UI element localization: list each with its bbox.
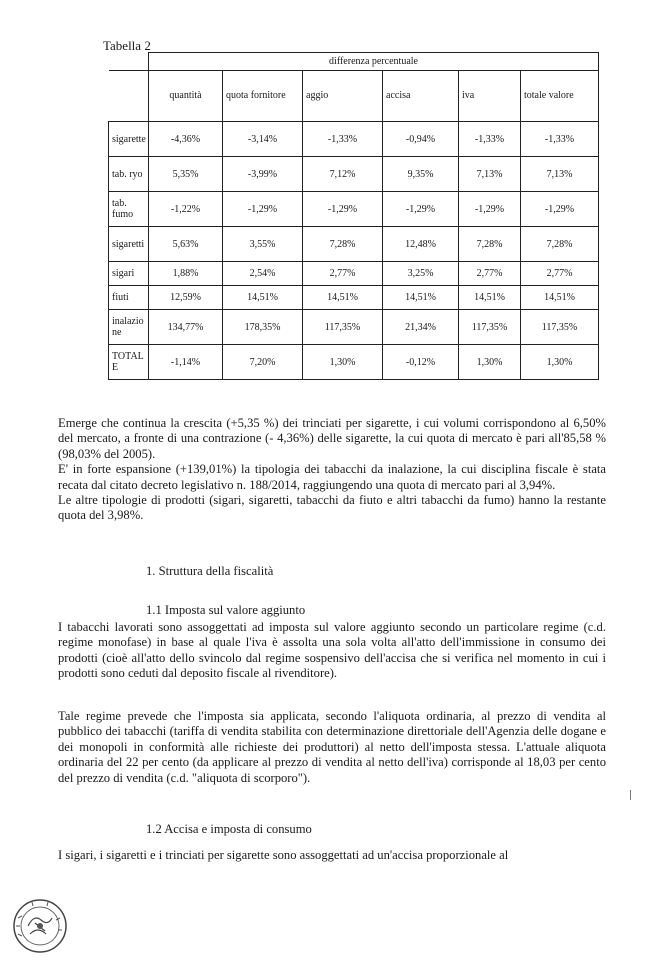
row-label: tab. ryo <box>109 157 149 192</box>
table-cell: -1,33% <box>459 122 521 157</box>
table-cell: 7,20% <box>223 345 303 380</box>
column-header: quota fornitore <box>223 71 303 122</box>
table-cell: -0,94% <box>383 122 459 157</box>
table-cell: 1,88% <box>149 262 223 286</box>
table-cell: -1,14% <box>149 345 223 380</box>
table-cell: -3,14% <box>223 122 303 157</box>
table-cell: 14,51% <box>383 286 459 310</box>
row-label: inalazione <box>109 310 149 345</box>
table-cell: 5,35% <box>149 157 223 192</box>
table-row <box>109 157 599 192</box>
table-cell: 12,48% <box>383 227 459 262</box>
table-cell: 2,54% <box>223 262 303 286</box>
table-cell: 2,77% <box>459 262 521 286</box>
column-header: aggio <box>303 71 383 122</box>
table-cell: 14,51% <box>521 286 599 310</box>
table-cell: 134,77% <box>149 310 223 345</box>
table-cell: -1,29% <box>521 192 599 227</box>
table-cell: 3,55% <box>223 227 303 262</box>
table-cell: -1,29% <box>303 192 383 227</box>
table-cell: 117,35% <box>521 310 599 345</box>
table-cell: 7,13% <box>459 157 521 192</box>
table-row <box>109 262 599 286</box>
table-cell: 1,30% <box>303 345 383 380</box>
subsection-heading: 1.2 Accisa e imposta di consumo <box>146 822 312 836</box>
table-cell: 2,77% <box>521 262 599 286</box>
table-cell: -3,99% <box>223 157 303 192</box>
column-header: iva <box>459 71 521 122</box>
table-cell: 14,51% <box>303 286 383 310</box>
row-label: fiuti <box>109 286 149 310</box>
table-cell: 1,30% <box>521 345 599 380</box>
table-cell: 21,34% <box>383 310 459 345</box>
table-cell: 14,51% <box>459 286 521 310</box>
section-heading: 1. Struttura della fiscalità <box>146 564 274 578</box>
row-label: sigari <box>109 262 149 286</box>
table-cell: 117,35% <box>303 310 383 345</box>
paragraph: E' in forte espansione (+139,01%) la tipologia dei tabacchi da inalazione, la cui disciplina fiscale è stata recata dal citato decreto legislativo n. 188/2014, raggiungendo una quota di mercato pari al 3,94%. <box>58 462 606 492</box>
subsection-heading: 1.1 Imposta sul valore aggiunto <box>146 603 306 617</box>
table-cell: 7,12% <box>303 157 383 192</box>
table-cell: -1,22% <box>149 192 223 227</box>
table-cell: 1,30% <box>459 345 521 380</box>
table-row-total <box>109 345 599 380</box>
table-cell: 12,59% <box>149 286 223 310</box>
column-header: totale valore <box>521 71 599 122</box>
paragraph: I sigari, i sigaretti e i trinciati per sigarette sono assoggettati ad un'accisa proporzionale al <box>58 848 509 862</box>
table-row <box>109 122 599 157</box>
table-cell: -1,29% <box>383 192 459 227</box>
table-cell: 14,51% <box>223 286 303 310</box>
table-cell: 3,25% <box>383 262 459 286</box>
margin-mark <box>630 790 631 800</box>
table-cell: -1,29% <box>459 192 521 227</box>
table-cell: 5,63% <box>149 227 223 262</box>
row-label: sigarette <box>109 122 149 157</box>
row-label: TOTALE <box>109 345 149 380</box>
row-label: sigaretti <box>109 227 149 262</box>
official-stamp-icon <box>10 896 70 954</box>
table-cell: 178,35% <box>223 310 303 345</box>
paragraph: Emerge che continua la crescita (+5,35 %) dei trinciati per sigarette, i cui volumi corrispondono al 6,50% del mercato, a fronte di una contrazione (- 4,36%) delle sigarette, la cui quota di mercato è pari all'85,58 % (98,03% del 2005). <box>58 416 606 461</box>
column-header: quantità <box>149 71 223 122</box>
table-cell: -1,33% <box>303 122 383 157</box>
table-cell: 7,28% <box>521 227 599 262</box>
paragraph: Tale regime prevede che l'imposta sia applicata, secondo l'aliquota ordinaria, al prezzo di vendita al pubblico dei tabacchi (tariffa di vendita stabilita con determinazione direttoriale dell'Agenzia delle dogane e dei monopoli in conformità alle richieste dei produttori) al netto dell'imposta stessa. L'attuale aliquota ordinaria del 22 per cento (da applicare al prezzo di vendita al netto dell'iva) corrisponde al 18,03 per cento del prezzo di vendita (c.d. "aliquota di scorporo"). <box>58 709 606 785</box>
table-cell: 7,28% <box>303 227 383 262</box>
table-cell: 117,35% <box>459 310 521 345</box>
table-row <box>109 192 599 227</box>
table-row <box>109 286 599 310</box>
paragraph: I tabacchi lavorati sono assoggettati ad imposta sul valore aggiunto secondo un particolare regime (c.d. regime monofase) in base al quale l'iva è assolta una sola volta all'atto dell'immissione in consumo dei prodotti (cioè all'atto dello svincolo dal regime sospensivo dell'accisa che si verifica nel momento in cui i prodotti sono ceduti dal deposito fiscale al rivenditore). <box>58 620 606 681</box>
table-cell: -0,12% <box>383 345 459 380</box>
table-cell: -1,29% <box>223 192 303 227</box>
table-cell: 9,35% <box>383 157 459 192</box>
paragraph: Le altre tipologie di prodotti (sigari, sigaretti, tabacchi da fiuto e altri tabacchi da fumo) hanno la restante quota del 3,98%. <box>58 493 606 523</box>
percentage-difference-table <box>108 52 599 380</box>
row-label: tab. fumo <box>109 192 149 227</box>
table-row <box>109 227 599 262</box>
column-header: accisa <box>383 71 459 122</box>
body-text-block <box>58 416 606 524</box>
table-cell: 7,13% <box>521 157 599 192</box>
table-caption: Tabella 2 <box>103 38 151 53</box>
table-cell: -1,33% <box>521 122 599 157</box>
group-header: differenza percentuale <box>149 53 599 71</box>
table-row <box>109 310 599 345</box>
table-cell: 2,77% <box>303 262 383 286</box>
table-cell: -4,36% <box>149 122 223 157</box>
table-cell: 7,28% <box>459 227 521 262</box>
